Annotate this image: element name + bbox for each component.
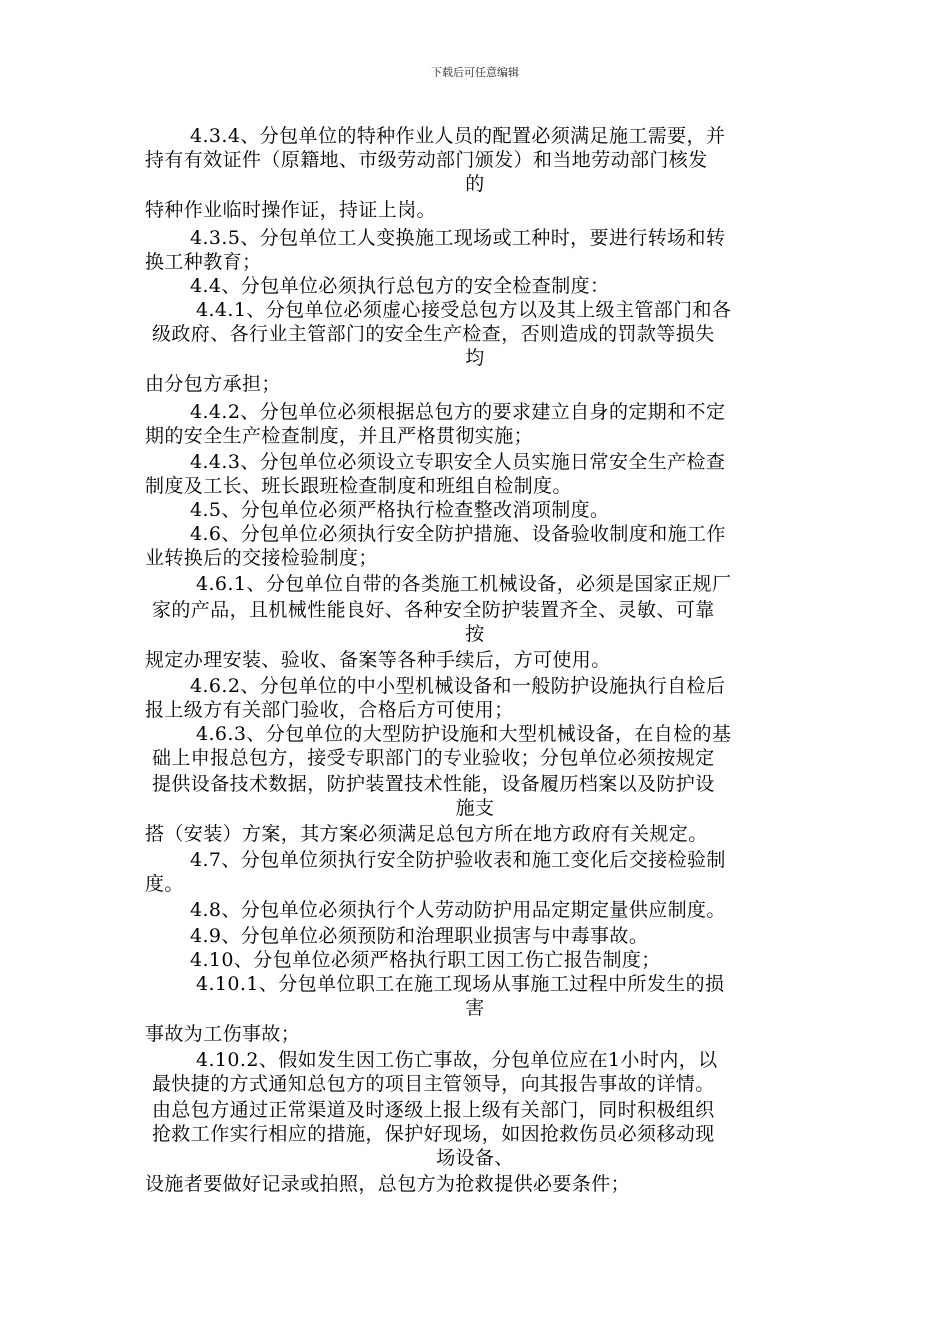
text-line: 场设备、 xyxy=(436,1147,514,1169)
text-line: 4.4.1、分包单位必须虚心接受总包方以及其上级主管部门和各 xyxy=(196,299,732,321)
text-line: 由分包方承担； xyxy=(145,373,281,395)
text-line: 4.10、分包单位必须严格执行职工因工伤亡报告制度； xyxy=(190,949,661,971)
text-line: 按 xyxy=(465,623,485,645)
text-line: 害 xyxy=(465,997,485,1019)
text-line: 4.6.1、分包单位自带的各类施工机械设备，必须是国家正规厂 xyxy=(196,573,732,595)
text-line: 搭（安装）方案，其方案必须满足总包方所在地方政府有关规定。 xyxy=(145,823,708,845)
text-line: 家的产品，且机械性能良好、各种安全防护装置齐全、灵敏、可靠 xyxy=(152,599,715,621)
text-line: 由总包方通过正常渠道及时逐级上报上级有关部门，同时积极组织 xyxy=(152,1099,715,1121)
text-line: 础上申报总包方，接受专职部门的专业验收；分包单位必须按规定 xyxy=(152,747,715,769)
text-line: 4.8、分包单位必须执行个人劳动防护用品定期定量供应制度。 xyxy=(190,899,726,921)
text-line: 4.4.3、分包单位必须设立专职安全人员实施日常安全生产检查 xyxy=(190,451,726,473)
text-line: 4.3.5、分包单位工人变换施工现场或工种时，要进行转场和转 xyxy=(190,227,726,249)
text-line: 4.3.4、分包单位的特种作业人员的配置必须满足施工需要，并 xyxy=(190,125,726,147)
text-line: 制度及工长、班长跟班检查制度和班组自检制度。 xyxy=(145,475,572,497)
text-line: 特种作业临时操作证，持证上岗。 xyxy=(145,199,437,221)
text-line: 换工种教育； xyxy=(145,251,262,273)
text-line: 4.6、分包单位必须执行安全防护措施、设备验收制度和施工作 xyxy=(190,523,726,545)
text-line: 事故为工伤事故； xyxy=(145,1023,301,1045)
text-line: 均 xyxy=(465,347,485,369)
text-line: 提供设备技术数据，防护装置技术性能，设备履历档案以及防护设 xyxy=(152,773,715,795)
text-line: 业转换后的交接检验制度； xyxy=(145,547,378,569)
text-line: 4.7、分包单位须执行安全防护验收表和施工变化后交接检验制 xyxy=(190,849,726,871)
text-line: 4.6.2、分包单位的中小型机械设备和一般防护设施执行自检后 xyxy=(190,675,726,697)
text-line: 级政府、各行业主管部门的安全生产检查，否则造成的罚款等损失 xyxy=(152,323,715,345)
text-line: 的 xyxy=(465,173,485,195)
text-line: 4.4.2、分包单位必须根据总包方的要求建立自身的定期和不定 xyxy=(190,401,726,423)
text-line: 设施者要做好记录或拍照，总包方为抢救提供必要条件； xyxy=(145,1173,631,1195)
text-line: 4.10.2、假如发生因工伤亡事故，分包单位应在1小时内，以 xyxy=(196,1049,718,1071)
text-line: 抢救工作实行相应的措施，保护好现场，如因抢救伤员必须移动现 xyxy=(152,1123,715,1145)
text-line: 4.6.3、分包单位的大型防护设施和大型机械设备，在自检的基 xyxy=(196,723,732,745)
text-line: 期的安全生产检查制度，并且严格贯彻实施； xyxy=(145,425,534,447)
text-line: 4.5、分包单位必须严格执行检查整改消项制度。 xyxy=(190,499,610,521)
text-line: 4.4、分包单位必须执行总包方的安全检查制度： xyxy=(190,275,610,297)
text-line: 最快捷的方式通知总包方的项目主管领导，向其报告事故的详情。 xyxy=(152,1073,715,1095)
text-line: 报上级方有关部门验收，合格后方可使用； xyxy=(145,699,514,721)
text-line: 持有有效证件（原籍地、市级劳动部门颁发）和当地劳动部门核发 xyxy=(145,149,708,171)
text-line: 规定办理安装、验收、备案等各种手续后，方可使用。 xyxy=(145,649,611,671)
page-header: 下载后可任意编辑 xyxy=(431,66,519,79)
text-line: 度。 xyxy=(145,873,184,895)
text-line: 4.10.1、分包单位职工在施工现场从事施工过程中所发生的损 xyxy=(196,973,725,995)
text-line: 4.9、分包单位必须预防和治理职业损害与中毒事故。 xyxy=(190,925,649,947)
text-line: 施支 xyxy=(455,797,495,819)
